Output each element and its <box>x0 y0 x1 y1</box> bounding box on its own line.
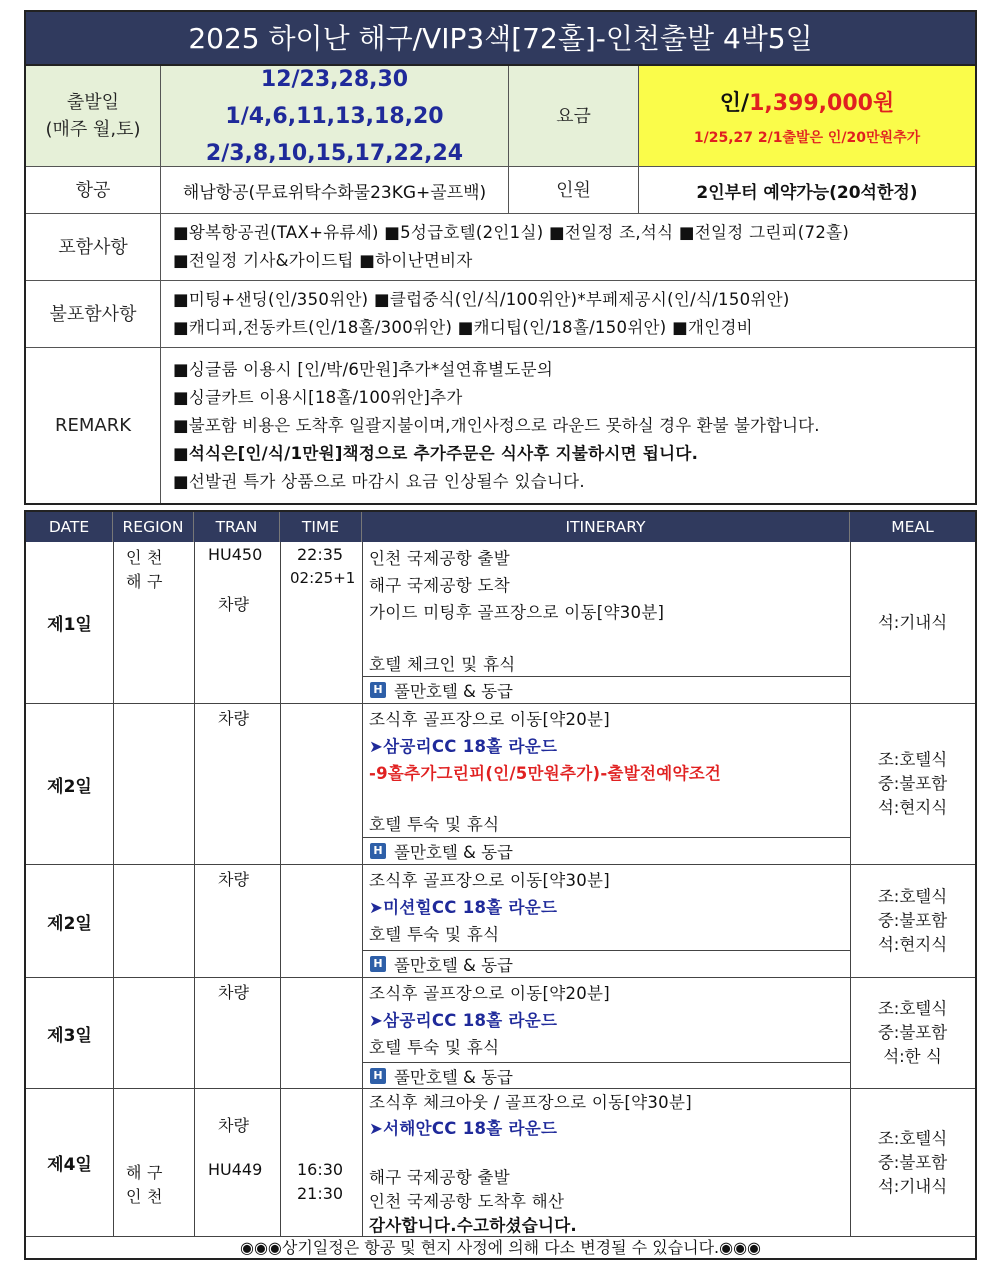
day-2-hotel <box>362 837 850 863</box>
price-surcharge: 1/25,27 2/1출발은 인/20만원추가 <box>693 129 921 146</box>
remark-line: ■석식은[인/식/1만원]책정으로 추가주문은 식사후 지불하시면 됩니다. <box>173 443 699 463</box>
day-5-label: 제4일 <box>47 1155 92 1175</box>
day-5-closing: 감사합니다.수고하셨습니다. <box>369 1216 578 1235</box>
people-value: 2인부터 예약가능(20석한정) <box>639 167 975 214</box>
meal-line: 석:현지식 <box>877 798 948 817</box>
excluded-label: 불포함사항 <box>26 281 161 348</box>
day-2-itinerary-line: 조식후 골프장으로 이동[약20분] <box>369 710 611 729</box>
day-1-hotel <box>362 676 850 702</box>
day-1-meal <box>850 542 975 703</box>
meal-line: 석:기내식 <box>877 1176 948 1196</box>
day-1-label: 제1일 <box>47 615 92 635</box>
day-4-itinerary-line: 호텔 투숙 및 휴식 <box>369 1038 500 1057</box>
included-content <box>161 214 975 281</box>
price-cell <box>639 66 975 167</box>
day-4-hotel <box>362 1062 850 1088</box>
departure-label-line1: 출발일 <box>66 92 120 113</box>
excluded-content <box>161 281 975 348</box>
day-5-itinerary-line: 인천 국제공항 도착후 해산 <box>369 1192 565 1211</box>
day-4-meal <box>850 978 975 1088</box>
row-divider <box>26 864 975 865</box>
column-divider <box>280 542 281 1236</box>
day-3-golf-course: ➤미션힐CC 18홀 라운드 <box>369 898 558 917</box>
excluded-line: ■미팅+샌딩(인/350위안) ■클럽중식(인/식/100위안)*부페제공시(인/식/150위안) <box>173 290 790 309</box>
day-3-itinerary-line: 호텔 투숙 및 휴식 <box>369 925 500 944</box>
day-1-transport: 차량 <box>218 595 249 614</box>
meal-line: 중:불포함 <box>877 1152 948 1172</box>
day-3-hotel <box>362 950 850 976</box>
header-region: REGION <box>113 512 194 542</box>
hotel-name: 풀만호텔 & 동급 <box>394 681 513 701</box>
day-4-transport: 차량 <box>218 983 249 1002</box>
day-5-flight: HU449 <box>208 1160 263 1179</box>
price-value <box>720 86 894 117</box>
footer-notice: ◉◉◉상기일정은 항공 및 현지 사정에 의해 다소 변경될 수 있습니다.◉◉◉ <box>26 1236 975 1258</box>
remark-label: REMARK <box>26 348 161 503</box>
meal-line: 조:호텔식 <box>877 750 948 769</box>
departure-dates <box>161 66 509 167</box>
day-4-itinerary-line: 조식후 골프장으로 이동[약20분] <box>369 984 611 1003</box>
remark-line: ■싱글룸 이용시 [인/박/6만원]추가*설연휴별도문의 <box>173 359 554 379</box>
remark-content <box>161 348 975 503</box>
excluded-line: ■캐디피,전동카트(인/18홀/300위안) ■캐디팁(인/18홀/150위안) ■개인경비 <box>173 318 753 337</box>
airline-value: 해남항공(무료위탁수화물23KG+골프백) <box>161 167 509 214</box>
included-line: ■전일정 기사&가이드팁 ■하이난면비자 <box>173 251 473 270</box>
price-amount: 1,399,000원 <box>749 90 895 116</box>
meal-line: 중:불포함 <box>877 774 948 793</box>
day-4-label: 제3일 <box>47 1025 92 1046</box>
price-prefix: 인/ <box>719 90 750 116</box>
included-label: 포함사항 <box>26 214 161 281</box>
header-time: TIME <box>280 512 362 542</box>
day-5-time: 16:30 <box>297 1160 344 1179</box>
day-2-itinerary-line: 호텔 투숙 및 휴식 <box>369 815 500 834</box>
column-divider <box>362 542 363 1236</box>
meal-line: 조:호텔식 <box>877 999 948 1018</box>
hotel-name: 풀만호텔 & 동급 <box>394 955 513 975</box>
departure-label-line2: (매주 월,토) <box>45 119 141 140</box>
remark-line: ■선발권 특가 상품으로 마감시 요금 인상될수 있습니다. <box>173 471 585 491</box>
day-1-itinerary-line: 해구 국제공항 도착 <box>369 576 511 595</box>
meal-line: 조:호텔식 <box>877 1128 948 1148</box>
info-table <box>24 10 977 505</box>
day-3-itinerary-line: 조식후 골프장으로 이동[약30분] <box>369 871 611 890</box>
day-2-transport: 차량 <box>218 709 249 728</box>
remark-line: ■불포함 비용은 도착후 일괄지불이며,개인사정으로 라운드 못하실 경우 환불 불가합니다. <box>173 415 820 435</box>
remark-line: ■싱글카트 이용시[18홀/100위안]추가 <box>173 387 463 407</box>
hotel-icon: H <box>370 682 386 698</box>
day-1-time: 02:25+1 <box>290 569 356 587</box>
departure-dates-line: 12/23,28,30 <box>260 66 409 92</box>
hotel-icon: H <box>370 843 386 859</box>
row-divider <box>26 703 975 704</box>
price-label: 요금 <box>509 66 639 167</box>
included-line: ■왕복항공권(TAX+유류세) ■5성급호텔(2인1실) ■전일정 조,석식 ■전일정 그린피(72홀) <box>173 223 850 242</box>
meal-line: 중:불포함 <box>877 1023 948 1042</box>
departure-dates-line: 1/4,6,11,13,18,20 <box>225 103 444 129</box>
page-title: 2025 하이난 해구/VIP3색[72홀]-인천출발 4박5일 <box>26 12 975 66</box>
day-1-region: 인 천 <box>126 548 163 567</box>
meal-line: 석:기내식 <box>877 612 948 632</box>
itinerary-table <box>24 510 977 1260</box>
day-5-meal <box>850 1089 975 1236</box>
hotel-name: 풀만호텔 & 동급 <box>394 842 513 862</box>
day-3-label: 제2일 <box>47 913 92 934</box>
hotel-name: 풀만호텔 & 동급 <box>394 1067 513 1087</box>
header-date: DATE <box>26 512 113 542</box>
day-4-golf-course: ➤삼공리CC 18홀 라운드 <box>369 1011 558 1030</box>
day-2-meal <box>850 704 975 864</box>
meal-line: 석:한 식 <box>883 1047 942 1066</box>
column-divider <box>194 542 195 1236</box>
day-5-region: 해 구 <box>126 1163 163 1182</box>
departure-dates-line: 2/3,8,10,15,17,22,24 <box>205 140 464 166</box>
day-1-region: 해 구 <box>126 572 163 591</box>
day-3-transport: 차량 <box>218 870 249 889</box>
day-5-region: 인 천 <box>126 1187 163 1206</box>
day-5-itinerary-line: 조식후 체크아웃 / 골프장으로 이동[약30분] <box>369 1093 692 1112</box>
day-2-label: 제2일 <box>47 776 92 797</box>
column-divider <box>113 542 114 1236</box>
airline-label: 항공 <box>26 167 161 214</box>
day-1-itinerary-line: 가이드 미팅후 골프장으로 이동[약30분] <box>369 603 665 622</box>
day-1-itinerary-line: 인천 국제공항 출발 <box>369 549 511 568</box>
day-2-golf-course: ➤삼공리CC 18홀 라운드 <box>369 737 558 756</box>
meal-line: 조:호텔식 <box>877 887 948 906</box>
people-label: 인원 <box>509 167 639 214</box>
day-5-itinerary-line: 해구 국제공항 출발 <box>369 1168 511 1187</box>
meal-line: 중:불포함 <box>877 911 948 930</box>
departure-label <box>26 66 161 167</box>
day-3-meal <box>850 865 975 977</box>
day-1-itinerary-line: 호텔 체크인 및 휴식 <box>369 655 516 674</box>
day-2-extra-greenfee: -9홀추가그린피(인/5만원추가)-출발전예약조건 <box>369 764 722 783</box>
meal-line: 석:현지식 <box>877 935 948 954</box>
header-meal: MEAL <box>850 512 975 542</box>
hotel-icon: H <box>370 1068 386 1084</box>
day-5-time: 21:30 <box>297 1184 344 1203</box>
hotel-icon: H <box>370 956 386 972</box>
row-divider <box>26 977 975 978</box>
header-tran: TRAN <box>194 512 280 542</box>
day-1-flight: HU450 <box>208 545 263 564</box>
day-1-time: 22:35 <box>297 545 344 564</box>
header-itinerary: ITINERARY <box>362 512 850 542</box>
day-5-transport: 차량 <box>218 1116 249 1135</box>
day-5-golf-course: ➤서해안CC 18홀 라운드 <box>369 1119 558 1138</box>
